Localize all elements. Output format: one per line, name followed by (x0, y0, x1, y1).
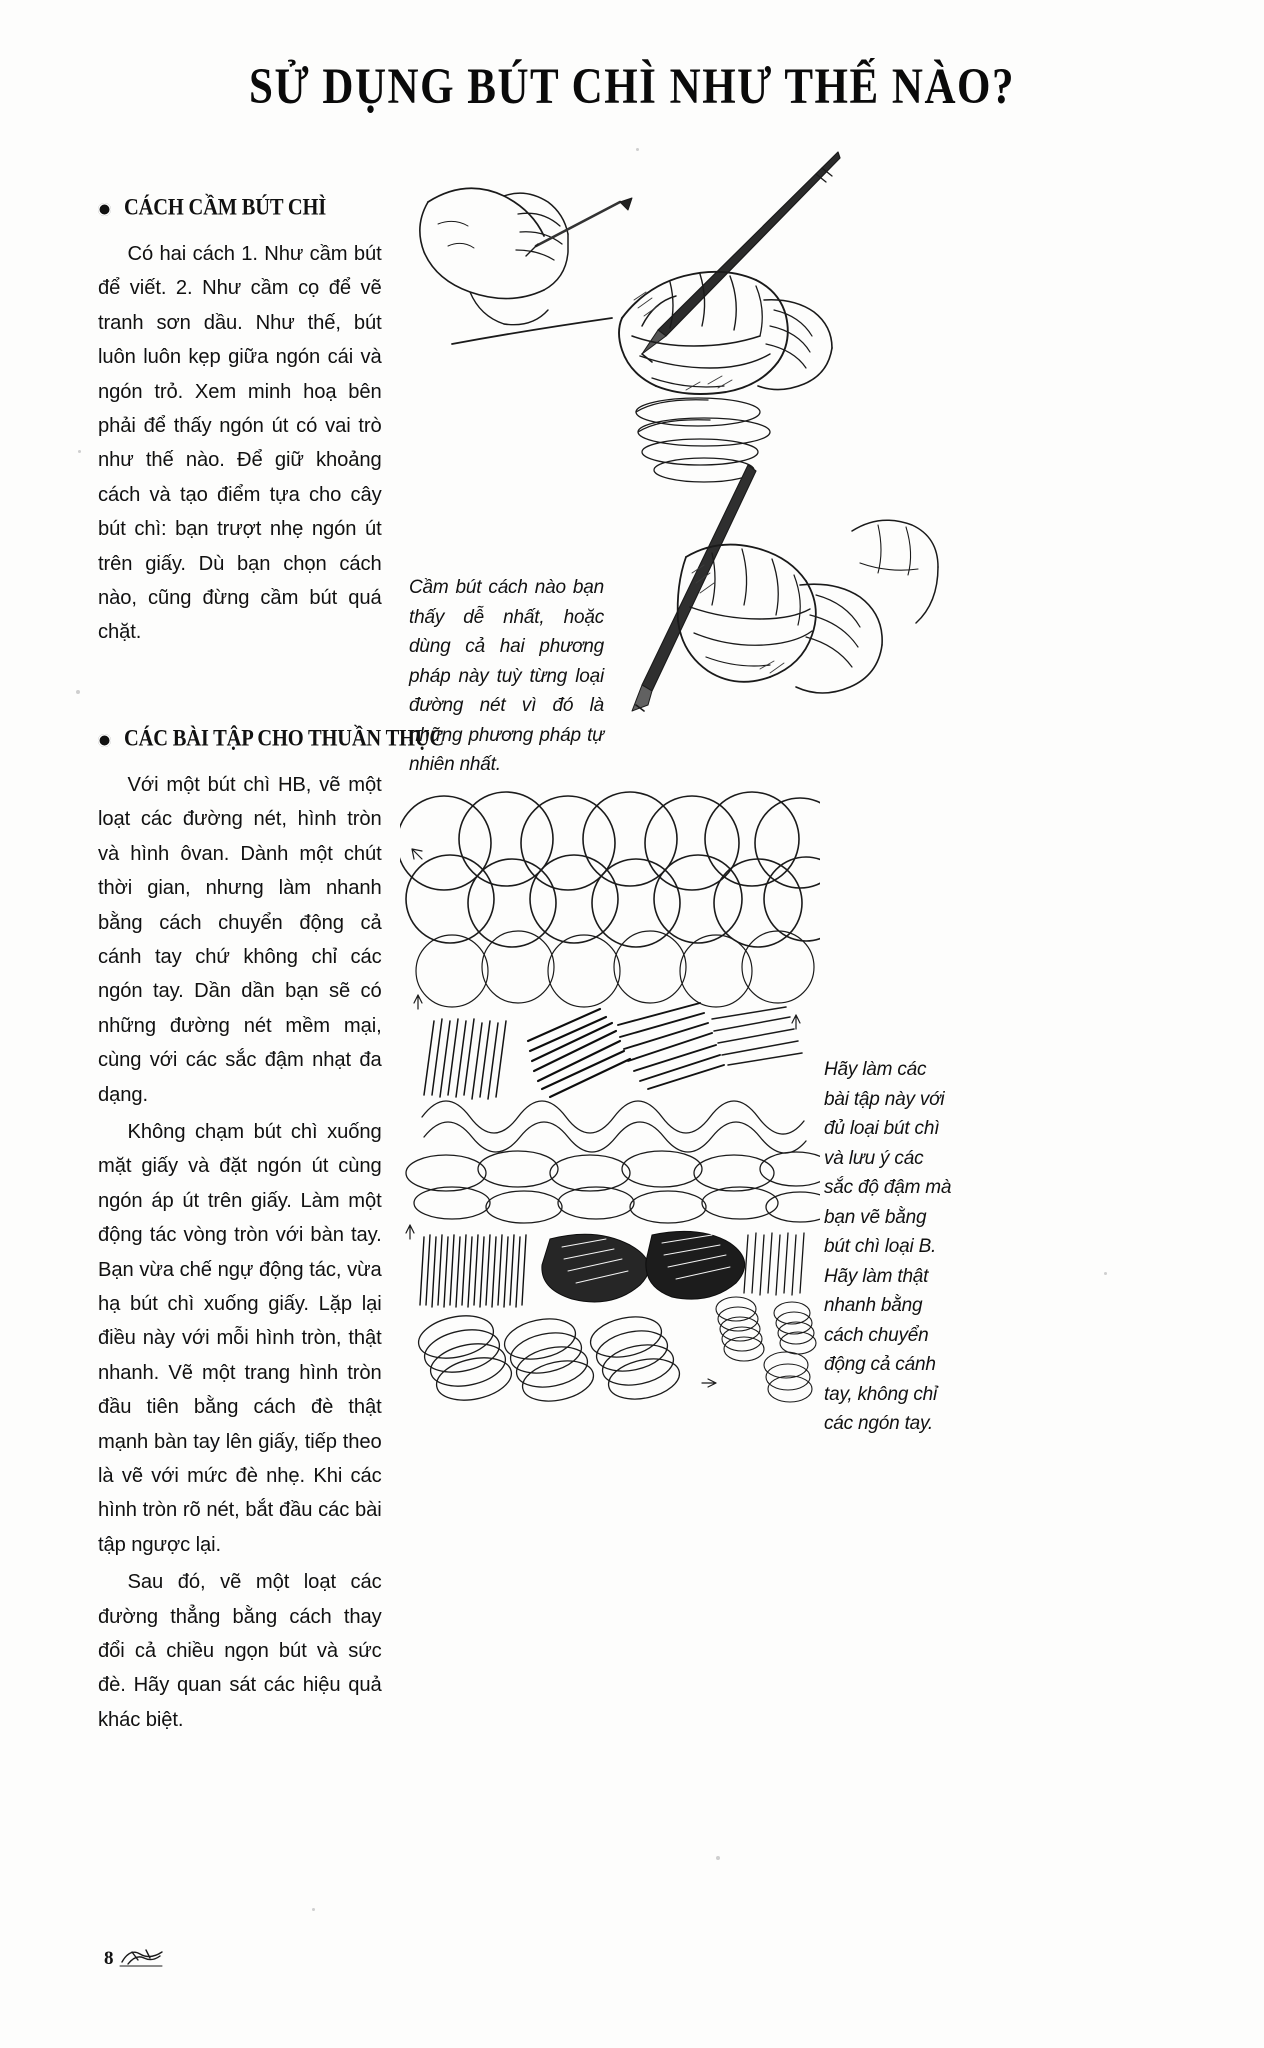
paragraph: Với một bút chì HB, vẽ một loạt các đường nét, hình tròn và hình ôvan. Dành một chút thời gian, nhưng làm nhanh bằng cách chuyển động cả cánh tay chứ không chỉ các ngón tay. Dần dần bạn sẽ có những đường nét mềm mại, cùng với các sắc đậm nhạt đa dạng. (98, 772, 382, 1106)
paragraph: Có hai cách 1. Như cầm bút để viết. 2. Như cầm cọ để vẽ tranh sơn dầu. Như thế, bút luôn luôn kẹp giữa ngón cái và ngón trỏ. Xem minh hoạ bên phải để thấy ngón út có vai trò như thế nào. Để giữ khoảng cách và tạo điểm tựa cho cây bút chì: bạn trượt nhẹ ngón út trên giấy. Dù bạn chọn cách nào, cũng đừng cầm bút quá chặt. (98, 242, 382, 644)
paragraph: Không chạm bút chì xuống mặt giấy và đặt ngón út cùng ngón áp út trên giấy. Làm một động tác vòng tròn với bàn tay. Bạn vừa chế ngự động tác, vừa hạ bút chì xuống giấy. Lặp lại điều này với mỗi hình tròn, thật nhanh. Vẽ một trang hình tròn đầu tiên bằng cách đè thật mạnh bàn tay lên giấy, tiếp theo là vẽ với mức đè nhẹ. Khi các hình tròn rõ nét, bắt đầu các bài tập ngược lại. (98, 1119, 382, 1556)
paper-speck (312, 1908, 315, 1911)
bullet-icon (98, 734, 111, 747)
page-title: SỬ DỤNG BÚT CHÌ NHƯ THẾ NÀO? (249, 59, 1015, 115)
section-heading-label: CÁCH CẦM BÚT CHÌ (124, 195, 327, 221)
section-heading-cach-cam-but-chi (98, 197, 386, 220)
paper-speck (716, 1856, 720, 1860)
page-number: 8 (104, 1948, 114, 1969)
paper-speck (1104, 1272, 1107, 1275)
illustration-hand-holding-pencil-brush-grip (620, 455, 950, 755)
footer-flourish-icon (118, 1944, 164, 1970)
paragraph: Sau đó, vẽ một loạt các đường thẳng bằng cách thay đổi cả chiều ngọn bút và sức đè. Hãy quan sát các hiệu quả khác biệt. (98, 1570, 382, 1731)
section-heading-cac-bai-tap (98, 726, 445, 752)
illustration-pencil-exercises (400, 765, 820, 1425)
caption-hold-pencil: Cầm bút cách nào bạn thấy dễ nhất, hoặc dùng cả hai phương pháp này tuỳ từng loại đường nét vì đó là những phương pháp tự nhiên nhất. (409, 577, 604, 775)
paper-speck (76, 690, 80, 694)
main-text-column (98, 195, 445, 1740)
section-heading-label: CÁC BÀI TẬP CHO THUẦN THỤC (124, 726, 445, 752)
paper-speck (636, 148, 639, 151)
caption-exercises: Hãy làm các bài tập này với đủ loại bút chì và lưu ý các sắc độ đậm mà bạn vẽ bằng bút chì loại B. Hãy làm thật nhanh bằng cách chuyển động cả cánh tay, không chỉ các ngón tay. (824, 1059, 952, 1434)
bullet-icon (98, 203, 111, 216)
page-footer (104, 1944, 164, 1970)
paper-speck (78, 450, 81, 453)
